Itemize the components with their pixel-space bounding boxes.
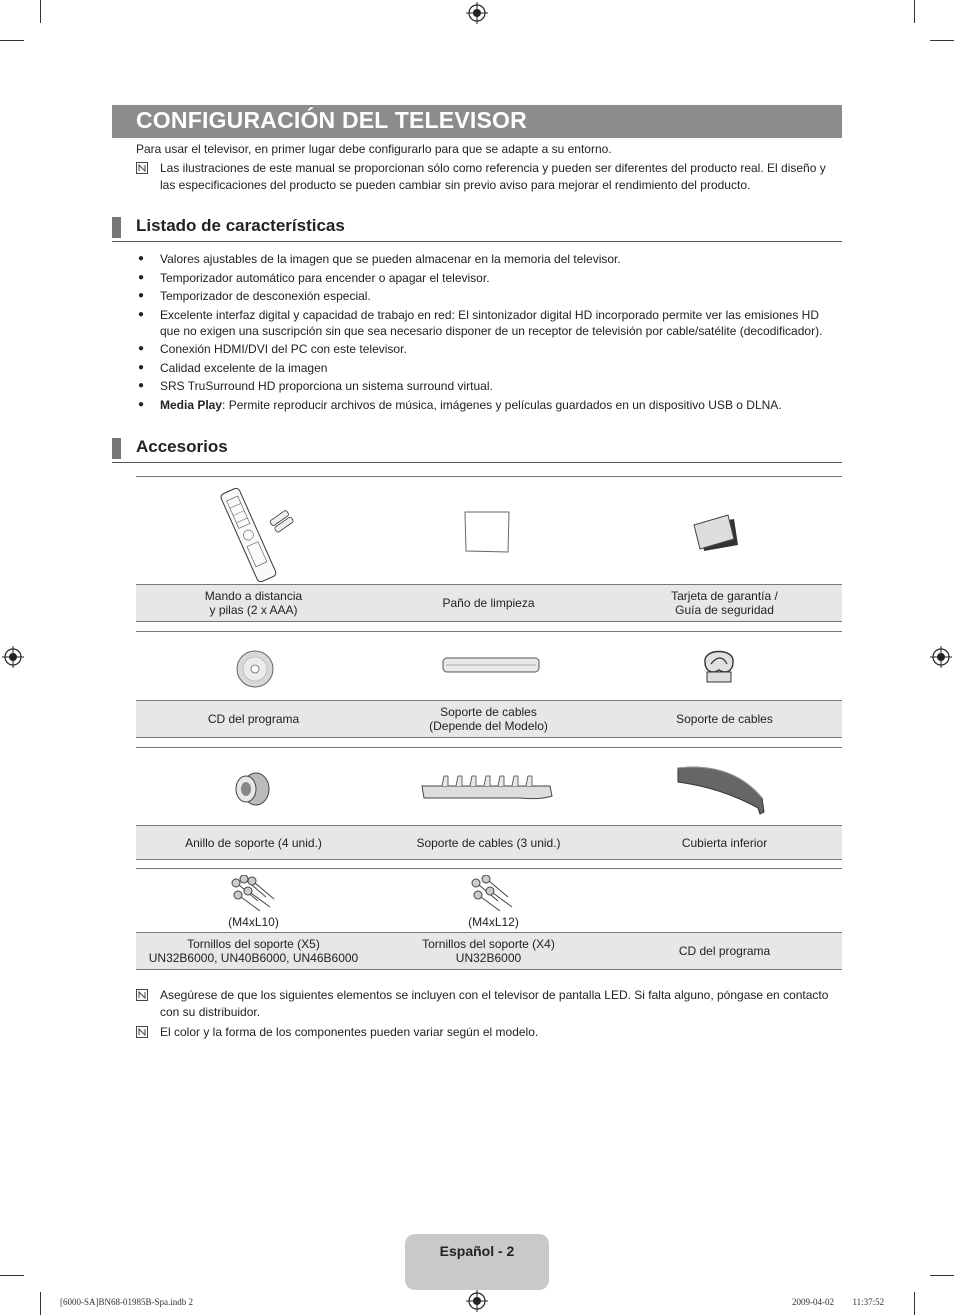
list-item-text: que no exigen una suscripción sin que sea necesario disponer de un receptor de televisión por cable/satélite (decodificador). [160, 323, 823, 338]
list-item-text: : Permite reproducir archivos de música, imágenes y películas guardados en un dispositivo USB o DLNA. [222, 397, 782, 412]
accessory-label: CD del programa [678, 944, 771, 958]
list-item [136, 341, 842, 357]
accessory-label [607, 589, 842, 617]
registration-mark-icon [930, 646, 952, 668]
note-icon [136, 162, 148, 174]
accessory-labels [136, 932, 842, 970]
intro-note [136, 160, 842, 194]
screws-icon [470, 875, 518, 913]
bullet-icon: ● [138, 361, 145, 373]
crop-mark [930, 1275, 954, 1276]
list-item-text: Valores ajustables de la imagen que se pueden almacenar en la memoria del televisor. [160, 252, 621, 266]
registration-mark-icon [466, 2, 488, 24]
crop-mark [40, 0, 41, 23]
remote-control-icon [208, 483, 298, 583]
screw-size-label: (M4xL12) [468, 915, 519, 929]
bullet-icon: ● [138, 398, 145, 410]
label-line: Tornillos del soporte (X5) [187, 937, 320, 951]
accessory-label: Anillo de soporte (4 unid.) [185, 836, 322, 850]
accessory-images [136, 868, 842, 933]
label-line: UN32B6000 [455, 951, 522, 965]
accessory-label: Soporte de cables [676, 712, 773, 726]
list-item [136, 378, 842, 394]
accessory-label [371, 937, 606, 965]
page-title: CONFIGURACIÓN DEL TELEVISOR [136, 107, 527, 133]
cleaning-cloth-icon [463, 510, 511, 554]
features-list [136, 251, 842, 415]
intro-text: Para usar el televisor, en primer lugar debe configurarlo para que se adapte a su entorno. [136, 142, 612, 156]
registration-mark-icon [2, 646, 24, 668]
list-item [136, 397, 842, 413]
list-item [136, 360, 842, 376]
list-item [136, 288, 842, 304]
page-title-bar [112, 105, 842, 138]
crop-mark [914, 1292, 915, 1315]
label-line: y pilas (2 x AAA) [209, 603, 298, 617]
heading-marker [112, 438, 121, 459]
accessory-label: Paño de limpieza [442, 596, 535, 610]
note-package-contents [136, 987, 842, 1021]
note-icon [136, 1026, 148, 1038]
bullet-icon: ● [138, 380, 145, 391]
accessory-label [136, 937, 371, 965]
cd-icon [235, 649, 275, 689]
list-item-text: Temporizador de desconexión especial. [160, 289, 371, 303]
accessory-images [136, 747, 842, 826]
accessories-heading-text: Accesorios [136, 437, 228, 456]
print-slug-left: [6000-SA]BN68-01985B-Spa.indb 2 [60, 1297, 193, 1307]
accessory-labels [136, 584, 842, 622]
note-text: Asegúrese de que los siguientes elementos se incluyen con el televisor de pantalla LED. Si falta alguno, póngase en contacto [160, 988, 829, 1002]
note-text: con su distribuidor. [160, 1005, 261, 1019]
accessory-labels [136, 825, 842, 860]
accessory-label: CD del programa [207, 712, 300, 726]
accessory-label [136, 589, 371, 617]
crop-mark [930, 40, 954, 41]
screw-size-label: (M4xL10) [228, 915, 279, 929]
accessories-heading [112, 436, 842, 463]
cable-tie-icon [420, 772, 554, 802]
media-play-label: Media Play [160, 397, 223, 412]
heading-marker [112, 217, 121, 238]
features-heading [112, 215, 842, 242]
screws-icon [230, 875, 278, 913]
list-item-text: Conexión HDMI/DVI del PC con este televisor. [160, 342, 407, 356]
accessory-labels [136, 700, 842, 738]
label-line: Tornillos del soporte (X4) [422, 937, 555, 951]
intro-note-line2: las especificaciones del producto se pueden cambiar sin previo aviso para mejorar el rendimiento del producto. [160, 178, 751, 192]
print-slug-right: 2009-04-02 ￿￿ 11:37:52 [792, 1297, 885, 1307]
crop-mark [0, 40, 24, 41]
bullet-icon: ● [138, 308, 145, 320]
list-item [136, 251, 842, 267]
cable-clip-icon [697, 642, 741, 686]
note-icon [136, 989, 148, 1001]
accessory-images [136, 476, 842, 585]
note-text: El color y la forma de los componentes pueden variar según el modelo. [160, 1025, 539, 1039]
list-item-text: Calidad excelente de la imagen [160, 360, 328, 375]
bullet-icon: ● [138, 290, 145, 301]
bullet-icon: ● [138, 253, 145, 264]
label-line: (Depende del Modelo) [429, 719, 548, 733]
accessory-label: Soporte de cables (3 unid.) [416, 836, 561, 850]
list-item-text: Temporizador automático para encender o apagar el televisor. [160, 270, 490, 285]
list-item [136, 307, 842, 339]
accessory-images [136, 631, 842, 701]
label-line: UN32B6000, UN40B6000, UN46B6000 [148, 951, 359, 965]
stand-cover-icon [672, 762, 768, 816]
label-line: Soporte de cables [440, 705, 537, 719]
crop-mark [914, 0, 915, 23]
crop-mark [0, 1275, 24, 1276]
label-line: Guía de seguridad [675, 603, 774, 617]
label-line: Tarjeta de garantía / [671, 589, 778, 603]
page-number: Español - 2 [439, 1243, 515, 1259]
list-item [136, 270, 842, 286]
page-number-tab [405, 1234, 549, 1290]
registration-mark-icon [466, 1290, 488, 1312]
list-item-text: Excelente interfaz digital y capacidad de trabajo en red: El sintonizador digital HD incorporado permite ver las emisiones HD [160, 307, 820, 322]
holder-ring-icon [232, 770, 272, 808]
label-line: Mando a distancia [204, 589, 303, 603]
cable-holder-icon [442, 656, 540, 674]
bullet-icon: ● [138, 343, 145, 354]
accessory-label: Cubierta inferior [681, 836, 768, 850]
intro-note-line1: Las ilustraciones de este manual se proporcionan sólo como referencia y pueden ser diferentes del producto real. El diseño y [160, 161, 826, 175]
warranty-card-icon [692, 513, 742, 553]
bullet-icon: ● [138, 271, 145, 283]
accessory-label [371, 705, 606, 733]
features-heading-text: Listado de características [136, 216, 345, 235]
list-item-text: SRS TruSurround HD proporciona un sistema surround virtual. [160, 379, 493, 393]
note-color-shape [136, 1024, 842, 1041]
crop-mark [40, 1292, 41, 1315]
